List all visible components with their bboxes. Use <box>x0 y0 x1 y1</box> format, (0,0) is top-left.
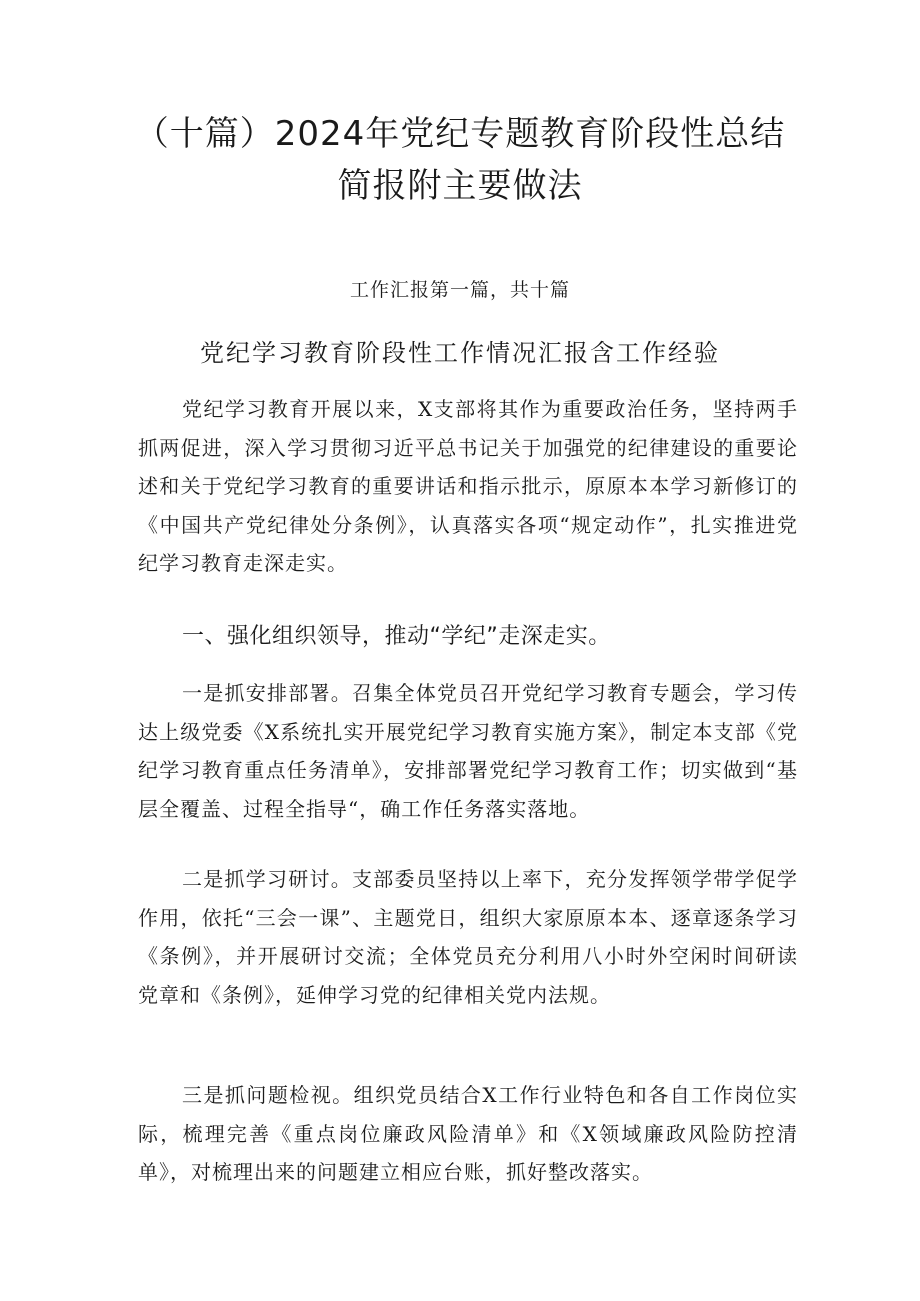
article-title: 党纪学习教育阶段性工作情况汇报含工作经验 <box>200 339 720 367</box>
section-heading: 一、强化组织领导，推动“学纪”走深走实。 <box>182 624 611 649</box>
document-title <box>120 108 800 212</box>
document-title-line-2: 简报附主要做法 <box>337 166 583 206</box>
body-paragraph: 三是抓问题检视。组织党员结合X工作行业特色和各自工作岗位实际，梳理完善《重点岗位廉政风险清单》和《X领域廉政风险防控清单》，对梳理出来的问题建立相应台账，抓好整改落实。 <box>138 1083 798 1184</box>
intro-paragraph: 党纪学习教育开展以来，X支部将其作为重要政治任务，坚持两手抓两促进，深入学习贯彻习近平总书记关于加强党的纪律建设的重要论述和关于党纪学习教育的重要讲话和指示批示，原原本本学习新修订的《中国共产党纪律处分条例》，认真落实各项“规定动作”，扎实推进党纪学习教育走深走实。 <box>138 397 798 575</box>
document-subtitle: 工作汇报第一篇，共十篇 <box>349 279 570 301</box>
body-paragraph: 二是抓学习研讨。支部委员坚持以上率下，充分发挥领学带学促学作用，依托“三会一课”、主题党日，组织大家原原本本、逐章逐条学习《条例》，并开展研讨交流；全体党员充分利用八小时外空闲时间研读党章和《条例》，延伸学习党的纪律相关党内法规。 <box>138 867 798 1007</box>
document-title-line-1: （十篇）2024年党纪专题教育阶段性总结 <box>134 114 786 154</box>
body-paragraph: 一是抓安排部署。召集全体党员召开党纪学习教育专题会，学习传达上级党委《X系统扎实开展党纪学习教育实施方案》，制定本支部《党纪学习教育重点任务清单》，安排部署党纪学习教育工作；切实做到“基层全覆盖、过程全指导“，确工作任务落实落地。 <box>138 681 798 821</box>
